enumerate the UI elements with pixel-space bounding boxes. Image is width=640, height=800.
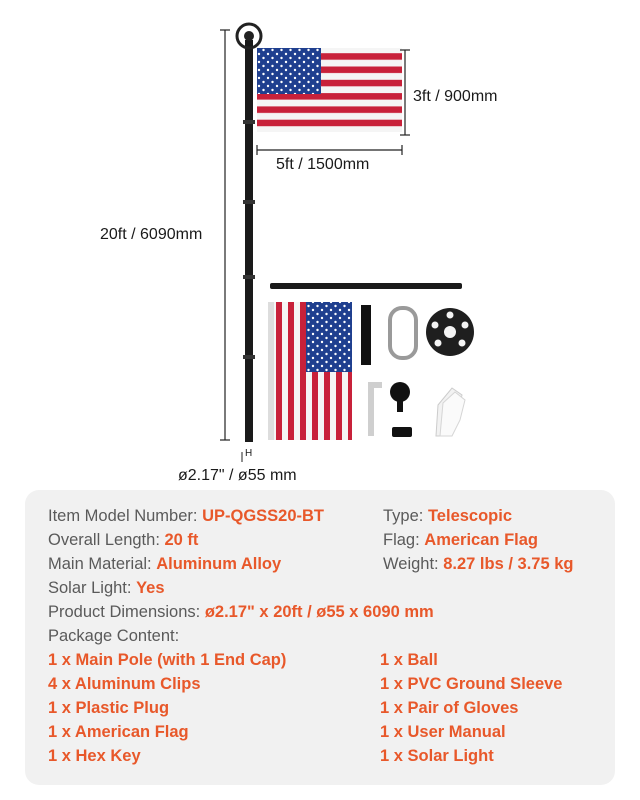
package-item: 1 x Pair of Gloves — [380, 699, 519, 717]
pole-length-label: 20ft / 6090mm — [100, 226, 203, 243]
spec-product-dimensions — [48, 602, 434, 622]
ground-sleeve-icon — [392, 427, 412, 437]
package-item: 1 x Solar Light — [380, 747, 494, 765]
package-item: 1 x Ball — [380, 651, 438, 669]
pole-segment-icon — [270, 283, 462, 289]
flag-height-label: 3ft / 900mm — [413, 88, 498, 105]
spec-card — [25, 490, 615, 785]
pole-diameter-label: ø2.17" / ø55 mm — [178, 467, 297, 484]
plastic-plug-icon — [361, 305, 371, 365]
package-item: 1 x Main Pole (with 1 End Cap) — [48, 651, 287, 669]
package-item: 1 x User Manual — [380, 723, 506, 741]
package-item: 1 x American Flag — [48, 723, 189, 741]
spec-material-value: Aluminum Alloy — [156, 555, 282, 573]
spec-material — [48, 554, 281, 574]
spec-product-dimensions-label: Product Dimensions: — [48, 603, 205, 621]
diameter-marker: H — [245, 448, 253, 459]
flag-on-pole-icon — [257, 48, 402, 132]
package-item: 4 x Aluminum Clips — [48, 675, 201, 693]
spec-model-value: UP-QGSS20-BT — [202, 507, 324, 525]
spec-solar-value: Yes — [136, 579, 165, 597]
spec-weight-value: 8.27 lbs / 3.75 kg — [443, 555, 574, 573]
spec-length-value: 20 ft — [164, 531, 199, 549]
spec-type-value: Telescopic — [427, 507, 513, 525]
gloves-icon — [436, 388, 465, 436]
package-content-heading — [48, 626, 179, 646]
package-item: 1 x Plastic Plug — [48, 699, 170, 717]
spec-weight — [383, 554, 573, 574]
spec-flag-label: Flag: — [383, 531, 425, 549]
ball-icon — [390, 382, 410, 412]
spec-product-dimensions-value: ø2.17" x 20ft / ø55 x 6090 mm — [204, 603, 434, 621]
american-flag-icon — [268, 302, 352, 440]
spec-solar — [48, 578, 165, 598]
package-item: 1 x Hex Key — [48, 747, 141, 765]
spec-weight-label: Weight: — [383, 555, 444, 573]
package-content-label: Package Content: — [48, 627, 180, 645]
package-item: 1 x PVC Ground Sleeve — [380, 675, 563, 693]
spec-type — [383, 506, 512, 526]
spec-flag-value: American Flag — [424, 531, 538, 549]
spec-length — [48, 530, 198, 550]
spec-length-label: Overall Length: — [48, 531, 165, 549]
spec-type-label: Type: — [383, 507, 428, 525]
spec-material-label: Main Material: — [48, 555, 157, 573]
solar-light-icon — [426, 308, 474, 356]
aluminum-clip-icon — [390, 308, 416, 358]
spec-solar-label: Solar Light: — [48, 579, 137, 597]
hex-key-icon — [368, 382, 382, 436]
spec-model — [48, 506, 324, 526]
spec-model-label: Item Model Number: — [48, 507, 203, 525]
spec-flag — [383, 530, 538, 550]
flag-width-label: 5ft / 1500mm — [276, 156, 370, 173]
